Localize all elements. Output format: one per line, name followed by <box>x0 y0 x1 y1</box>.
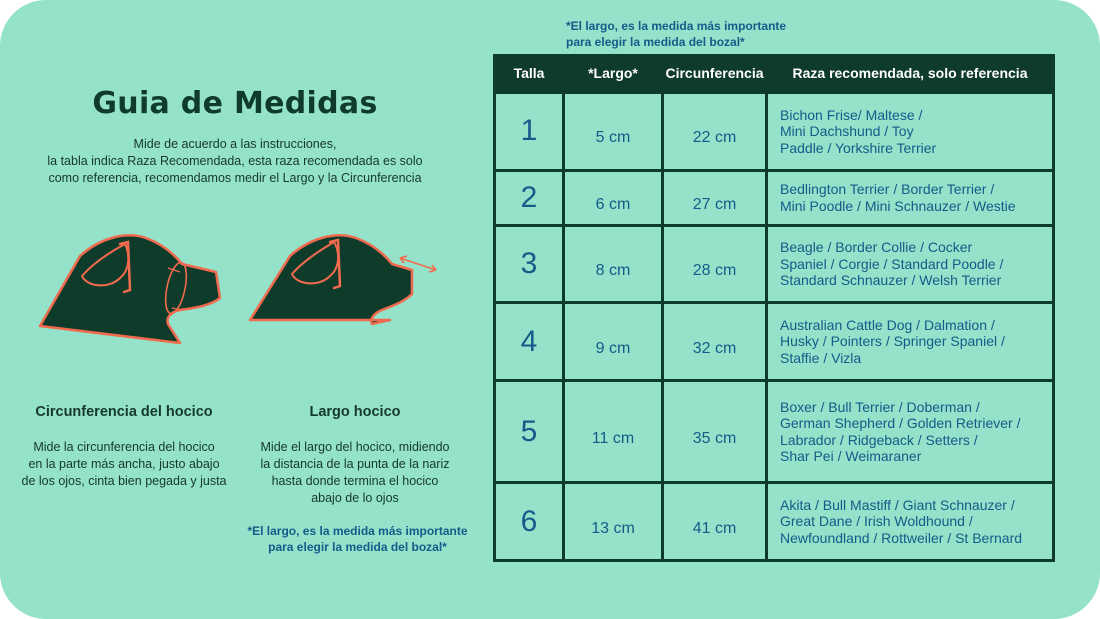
intro-text <box>15 136 455 187</box>
circ-cell: 41 cm <box>663 483 767 561</box>
bottom-note <box>225 523 490 555</box>
guide-line: en la parte más ancha, justo abajo <box>28 457 220 471</box>
guide-line: la distancia de la punta de la nariz <box>260 457 450 471</box>
raza-line: Australian Cattle Dog / Dalmation / <box>780 316 995 333</box>
largo-cell: 11 cm <box>564 381 663 483</box>
talla-cell: 4 <box>495 303 564 381</box>
size-table <box>493 54 1055 562</box>
guide-text-length <box>245 439 465 507</box>
raza-line: Beagle / Border Collie / Cocker <box>780 239 973 256</box>
dog-head-circumference-icon <box>30 226 230 348</box>
largo-cell: 13 cm <box>564 483 663 561</box>
raza-line: Husky / Pointers / Springer Spaniel / <box>780 333 1005 350</box>
raza-line: Paddle / Yorkshire Terrier <box>780 139 937 156</box>
raza-cell <box>767 93 1054 171</box>
dog-head-length-icon <box>244 226 444 348</box>
guide-line: Mide la circunferencia del hocico <box>33 440 215 454</box>
guide-line: Mide el largo del hocico, midiendo <box>260 440 450 454</box>
note-line: para elegir la medida del bozal* <box>268 540 447 554</box>
largo-cell: 8 cm <box>564 225 663 303</box>
table-row <box>495 381 1054 483</box>
raza-line: Mini Dachshund / Toy <box>780 123 914 140</box>
table-row <box>495 483 1054 561</box>
circ-cell: 28 cm <box>663 225 767 303</box>
intro-line: Mide de acuerdo a las instrucciones, <box>133 137 337 151</box>
note-line: para elegir la medida del bozal* <box>566 35 745 49</box>
raza-line: Shar Pei / Weimaraner <box>780 448 922 465</box>
note-line: *El largo, es la medida más importante <box>247 524 468 538</box>
note-line: *El largo, es la medida más importante <box>566 19 787 33</box>
talla-cell: 5 <box>495 381 564 483</box>
largo-cell: 6 cm <box>564 170 663 225</box>
raza-line: Spaniel / Corgie / Standard Poodle / <box>780 255 1004 272</box>
raza-line: Akita / Bull Mastiff / Giant Schnauzer / <box>780 496 1015 513</box>
circ-cell: 27 cm <box>663 170 767 225</box>
raza-line: Mini Poodle / Mini Schnauzer / Westie <box>780 197 1016 214</box>
raza-line: Newfoundland / Rottweiler / St Bernard <box>780 529 1023 546</box>
raza-cell <box>767 381 1054 483</box>
guide-title-circumference: Circunferencia del hocico <box>35 404 213 420</box>
largo-cell: 9 cm <box>564 303 663 381</box>
talla-cell: 1 <box>495 93 564 171</box>
raza-line: Standard Schnauzer / Welsh Terrier <box>780 272 1002 289</box>
raza-line: Staffie / Vizla <box>780 349 862 366</box>
raza-cell <box>767 225 1054 303</box>
table-row <box>495 225 1054 303</box>
table-header-row <box>495 55 1054 93</box>
raza-cell <box>767 303 1054 381</box>
intro-line: la tabla indica Raza Recomendada, esta raza recomendada es solo <box>47 154 423 168</box>
header-raza: Raza recomendada, solo referencia <box>767 55 1054 93</box>
circ-cell: 32 cm <box>663 303 767 381</box>
header-circunferencia: Circunferencia <box>663 55 767 93</box>
talla-cell: 6 <box>495 483 564 561</box>
guide-line: hasta donde termina el hocico <box>271 474 439 488</box>
raza-cell <box>767 170 1054 225</box>
talla-cell: 2 <box>495 170 564 225</box>
table-row <box>495 303 1054 381</box>
raza-line: Bichon Frise/ Maltese / <box>780 106 923 123</box>
table-row <box>495 170 1054 225</box>
guide-title-length: Largo hocico <box>309 404 401 420</box>
guide-text-circumference <box>14 439 234 490</box>
raza-line: Great Dane / Irish Woldhound / <box>780 513 973 530</box>
raza-line: Bedlington Terrier / Border Terrier / <box>780 181 995 198</box>
circ-cell: 22 cm <box>663 93 767 171</box>
raza-line: German Shepherd / Golden Retriever / <box>780 415 1021 432</box>
header-largo: *Largo* <box>564 55 663 93</box>
circ-cell: 35 cm <box>663 381 767 483</box>
top-note <box>566 18 786 50</box>
table-row <box>495 93 1054 171</box>
talla-cell: 3 <box>495 225 564 303</box>
raza-cell <box>767 483 1054 561</box>
intro-line: como referencia, recomendamos medir el Largo y la Circunferencia <box>48 171 422 185</box>
raza-line: Boxer / Bull Terrier / Doberman / <box>780 398 980 415</box>
header-talla: Talla <box>495 55 564 93</box>
page-title: Guia de Medidas <box>92 86 378 121</box>
largo-cell: 5 cm <box>564 93 663 171</box>
raza-line: Labrador / Ridgeback / Setters / <box>780 431 978 448</box>
guide-line: abajo de lo ojos <box>311 491 399 505</box>
guide-line: de los ojos, cinta bien pegada y justa <box>21 474 227 488</box>
